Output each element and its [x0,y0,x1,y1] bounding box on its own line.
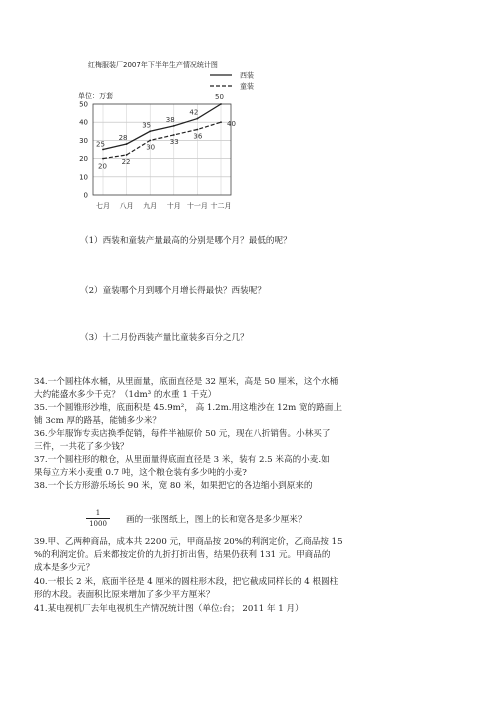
problem-34-line1: 34.一个圆柱体水桶，从里面量，底面直径是 32 厘米，高是 50 厘米，这个水桶 [34,377,339,387]
problem-40-line1: 40.一根长 2 米，底面半径是 4 厘米的圆柱形木段，把它截成同样长的 4 根圆柱 [34,577,339,587]
problem-34-line2: 大约能盛水多少千克？（1dm³ 的水重 1 千克） [34,390,217,400]
data-label: 40 [227,120,236,129]
x-tick-label: 八月 [119,202,134,210]
problem-41: 41.某电视机厂去年电视机生产情况统计图（单位:台； 2011 年 1 月） [34,604,304,614]
x-tick-label: 十二月 [210,202,232,210]
data-label: 30 [146,143,156,152]
fraction-numerator: 1 [86,509,110,519]
data-point [173,125,175,127]
problem-36-line2: 三件，一共花了多少钱？ [34,442,129,452]
data-point [197,118,199,120]
y-tick-label: 0 [83,191,88,200]
problem-39-line1: 39.甲、乙两种商品，成本共 2200 元，甲商品按 20%的利润定价，乙商品按 15 [34,537,343,547]
data-point [126,154,128,156]
x-tick-label: 十月 [166,202,181,210]
data-point [220,121,222,123]
data-label: 28 [118,134,128,143]
data-point [173,134,175,136]
legend-label: 西装 [240,71,254,80]
data-label: 50 [215,93,224,101]
problem-35-line1: 35.一个圆锥形沙堆，底面积是 45.9m²， 高 1.2m.用这堆沙在 12m 宽的路面上 [34,403,342,413]
plot-frame [93,104,231,195]
problem-38-line2: 画的一张图纸上，图上的长和宽各是多少厘米？ [126,515,307,525]
data-label: 25 [96,140,105,149]
data-label: 36 [193,132,203,141]
data-point [149,140,151,142]
line-chart [0,0,500,230]
y-tick-label: 40 [79,118,88,127]
data-point [102,158,104,160]
question-1: （1）西装和童装产量最高的分别是哪个月？最低的呢？ [80,236,292,246]
problem-40-line2: 形的木段。表面积比原来增加了多少平方厘米？ [34,590,215,600]
fraction-denominator: 1000 [89,520,107,528]
problem-39-line2: %的利润定价。后来都按定价的九折打折出售，结果仍获利 131 元。甲商品的 [34,550,331,560]
data-label: 22 [121,157,131,166]
problem-35-line2: 铺 3cm 厚的路基，能铺多少米？ [34,416,162,426]
fraction-1-1000 [86,509,110,528]
y-tick-label: 20 [79,155,88,164]
data-point [149,130,151,132]
problem-36-line1: 36.少年服饰专卖店换季促销，每件半袖原价 50 元，现在八折销售。小林买了 [34,429,331,439]
series-line-suits [103,104,221,150]
data-label: 35 [142,121,152,130]
data-label: 20 [98,162,107,171]
data-point [197,129,199,131]
data-point [220,103,222,105]
problem-38-line1: 38.一个长方形游乐场长 90 米，宽 80 米，如果把它的各边缩小到原来的 [34,481,313,491]
problem-37-line1: 37.一个圆柱形的粮仓，从里面量得底面直径是 3 米，装有 2.5 米高的小麦.如 [34,455,330,465]
problem-37-line2: 果每立方米小麦重 0.7 吨，这个粮仓装有多少吨的小麦? [34,468,247,478]
y-tick-label: 30 [79,136,88,145]
data-label: 42 [189,108,199,117]
y-tick-label: 50 [79,100,88,109]
data-point [126,143,128,145]
y-tick-label: 10 [79,173,88,182]
chart-unit-label: 单位：万套 [78,92,113,100]
problem-39-line3: 成本是多少元？ [34,563,95,573]
x-tick-label: 十一月 [186,202,208,210]
data-label: 38 [165,115,175,124]
question-3: （3）十二月份西装产量比童装多百分之几？ [80,333,249,343]
data-point [102,149,104,151]
question-2: （2）童装哪个月到哪个月增长得最快？西装呢？ [80,286,266,296]
chart-title: 红梅服装厂2007年下半年生产情况统计图 [88,61,218,69]
x-tick-label: 九月 [143,202,158,210]
legend-label: 童装 [240,82,254,91]
data-label: 33 [169,137,179,146]
x-tick-label: 七月 [96,202,110,210]
